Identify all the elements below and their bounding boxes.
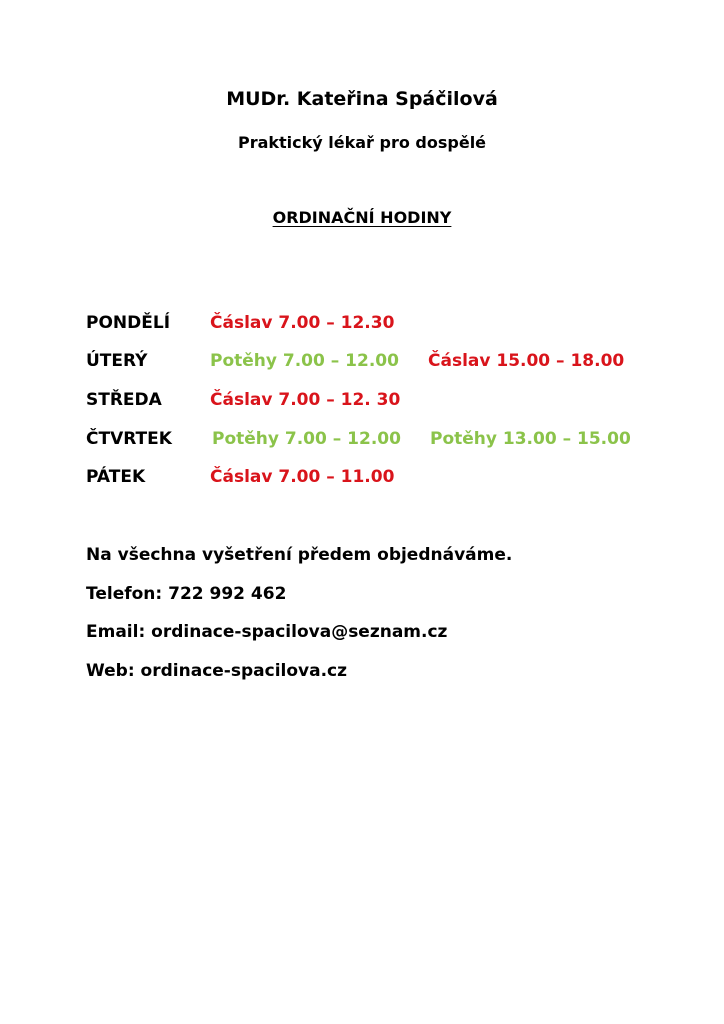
day-label: STŘEDA (86, 390, 162, 410)
day-label: ČTVRTEK (86, 429, 172, 449)
schedule-row-friday (0, 467, 724, 491)
section-title (0, 208, 724, 227)
time-slot: Čáslav 7.00 – 12. 30 (210, 390, 401, 410)
email-line: Email: ordinace-spacilova@seznam.cz (86, 622, 448, 642)
time-slot: Potěhy 7.00 – 12.00 (210, 351, 399, 371)
schedule-row-wednesday (0, 390, 724, 414)
time-slot: Čáslav 7.00 – 11.00 (210, 467, 395, 487)
day-label: ÚTERÝ (86, 351, 148, 371)
specialty: Praktický lékař pro dospělé (237, 133, 487, 152)
day-label: PONDĚLÍ (86, 313, 171, 333)
appointment-note: Na všechna vyšetření předem objednáváme. (86, 545, 513, 565)
time-slot: Potěhy 13.00 – 15.00 (430, 429, 631, 449)
day-label: PÁTEK (86, 467, 146, 487)
section-title-text: ORDINAČNÍ HODINY (272, 208, 452, 227)
web-line: Web: ordinace-spacilova.cz (86, 661, 348, 681)
schedule-row-thursday (0, 429, 724, 453)
time-slot: Čáslav 15.00 – 18.00 (428, 351, 625, 371)
time-slot: Čáslav 7.00 – 12.30 (210, 313, 395, 333)
schedule-row-tuesday (0, 351, 724, 375)
doctor-name: MUDr. Kateřina Spáčilová (226, 88, 498, 110)
phone-line: Telefon: 722 992 462 (86, 584, 287, 604)
schedule-row-monday (0, 313, 724, 337)
time-slot: Potěhy 7.00 – 12.00 (212, 429, 401, 449)
